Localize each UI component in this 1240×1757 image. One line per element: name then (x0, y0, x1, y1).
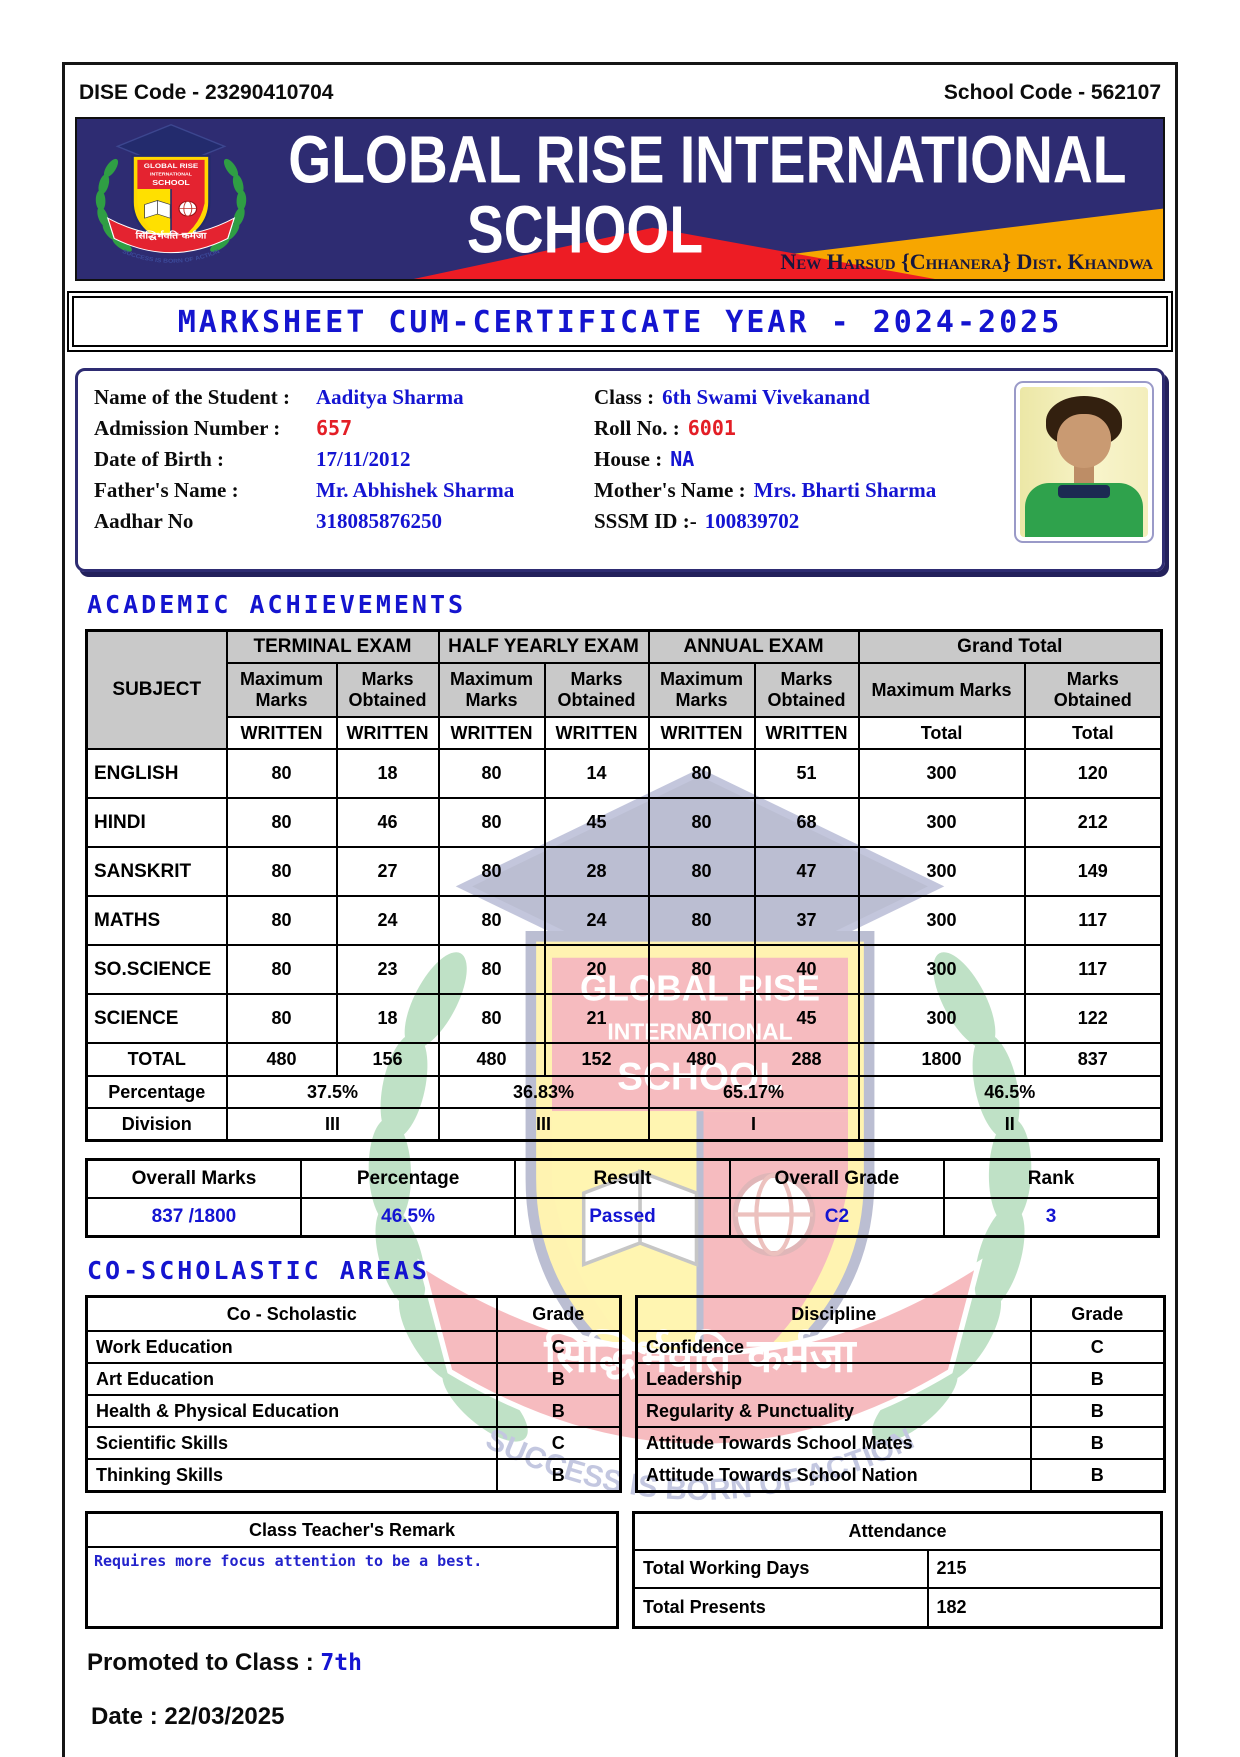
father-name-value: Mr. Abhishek Sharma (316, 478, 515, 502)
attendance-table (632, 1511, 1163, 1629)
annual-exam-header: ANNUAL EXAM (649, 631, 859, 664)
teacher-remark-table (85, 1511, 619, 1629)
overall-grade-value: C2 (730, 1198, 944, 1237)
table-row: Thinking Skills B (87, 1459, 621, 1492)
table-row: Scientific Skills C (87, 1427, 621, 1459)
table-row-percentage: Percentage 37.5% 36.83% 65.17% 46.5% (87, 1076, 1162, 1108)
table-row (634, 1588, 1162, 1627)
date-value: 22/03/2025 (164, 1703, 285, 1730)
school-code: School Code - 562107 (943, 81, 1161, 104)
promoted-line (87, 1649, 1175, 1677)
info-row (94, 416, 1148, 447)
codes-row (65, 65, 1175, 115)
attendance-header: Attendance (634, 1513, 1162, 1550)
table-row: Health & Physical Education B (87, 1395, 621, 1427)
subject-name: HINDI (87, 798, 227, 847)
mother-name-label: Mother's Name : (594, 478, 746, 502)
photo-collar (1058, 485, 1109, 499)
table-row-science: SCIENCE 80 18 80 21 80 45 300 122 (87, 994, 1162, 1043)
dob-value: 17/11/2012 (316, 447, 411, 471)
table-row-maths: MATHS 80 24 80 24 80 37 300 117 (87, 896, 1162, 945)
total-col-header: Total (1025, 717, 1162, 749)
mother-name-value: Mrs. Bharti Sharma (753, 478, 937, 502)
table-row: Art Education B (87, 1363, 621, 1395)
written-header: WRITTEN (439, 717, 545, 749)
table-row-division: Division III III I II (87, 1108, 1162, 1141)
table-row-sanskrit: SANSKRIT 80 27 80 28 80 47 300 149 (87, 847, 1162, 896)
written-header: WRITTEN (545, 717, 649, 749)
division-label: Division (87, 1108, 227, 1141)
overall-grade-header: Overall Grade (730, 1160, 944, 1199)
aadhar-value: 318085876250 (316, 509, 442, 533)
half-yearly-exam-header: HALF YEARLY EXAM (439, 631, 649, 664)
roll-no-label: Roll No. : (594, 416, 680, 440)
total-col-header: Total (859, 717, 1025, 749)
marks-obtained-header: Marks Obtained (755, 663, 859, 717)
grand-total-header: Grand Total (859, 631, 1162, 664)
marksheet-title: MARKSHEET CUM-CERTIFICATE YEAR - 2024-2025 (177, 305, 1063, 340)
student-info-box (75, 368, 1165, 572)
subject-header: SUBJECT (87, 631, 227, 750)
table-row-so-science: SO.SCIENCE 80 23 80 20 80 40 300 117 (87, 945, 1162, 994)
working-days-label: Total Working Days (634, 1550, 928, 1589)
grade-col-header: Grade (1031, 1297, 1165, 1332)
dob-label: Date of Birth : (94, 447, 225, 471)
admission-number-label: Admission Number : (94, 416, 281, 440)
roll-no-value: 6001 (687, 416, 736, 440)
certificate-frame (62, 62, 1178, 1757)
table-row-total: TOTAL 480 156 480 152 480 288 1800 837 (87, 1043, 1162, 1076)
written-header: WRITTEN (649, 717, 755, 749)
promoted-label: Promoted to Class : (87, 1649, 314, 1676)
table-row: Work Education C (87, 1331, 621, 1363)
class-label: Class : (594, 385, 655, 409)
admission-number-value: 657 (316, 416, 353, 440)
school-name-line1: GLOBAL RISE INTERNATIONAL (288, 122, 1127, 198)
result-summary-table (85, 1158, 1160, 1238)
subject-name: SANSKRIT (87, 847, 227, 896)
school-name-line2: SCHOOL (466, 192, 704, 268)
class-value: 6th Swami Vivekanand (662, 385, 870, 409)
date-label: Date : (91, 1703, 158, 1730)
discipline-col-header: Discipline (637, 1297, 1031, 1332)
marks-obtained-header: Marks Obtained (1025, 663, 1162, 717)
info-row (94, 447, 1148, 478)
date-line (91, 1703, 1175, 1731)
table-row: Regularity & Punctuality B (637, 1395, 1165, 1427)
terminal-exam-header: TERMINAL EXAM (227, 631, 439, 664)
school-logo (87, 122, 255, 275)
info-row (94, 478, 1148, 509)
house-label: House : (594, 447, 663, 471)
max-marks-header: Maximum Marks (649, 663, 755, 717)
total-label: TOTAL (87, 1043, 227, 1076)
max-marks-header: Maximum Marks (227, 663, 337, 717)
aadhar-label: Aadhar No (94, 509, 194, 533)
max-marks-header: Maximum Marks (859, 663, 1025, 717)
discipline-table (635, 1295, 1166, 1493)
table-row: Attitude Towards School Mates B (637, 1427, 1165, 1459)
co-scholastic-col-header: Co - Scholastic (87, 1297, 497, 1332)
info-row (94, 385, 1148, 416)
photo-face (1057, 414, 1111, 468)
student-name-value: Aaditya Sharma (316, 385, 464, 409)
school-address: New Harsud {Chhanera} Dist. Khandwa (780, 249, 1153, 274)
academic-table (85, 629, 1163, 1142)
promoted-value: 7th (320, 1650, 362, 1676)
table-row: Attitude Towards School Nation B (637, 1459, 1165, 1492)
co-scholastic-heading: CO-SCHOLASTIC AREAS (87, 1256, 430, 1285)
teacher-remark-text: Requires more focus attention to be a best. (87, 1547, 618, 1628)
father-name-label: Father's Name : (94, 478, 239, 502)
sssm-id-label: SSSM ID :- (594, 509, 697, 533)
rank-header: Rank (944, 1160, 1158, 1199)
result-header: Result (515, 1160, 729, 1199)
rank-value: 3 (944, 1198, 1158, 1237)
info-row (94, 509, 1148, 540)
table-row: Leadership B (637, 1363, 1165, 1395)
co-scholastic-table (85, 1295, 622, 1493)
student-photo (1014, 381, 1154, 543)
written-header: WRITTEN (755, 717, 859, 749)
marks-obtained-header: Marks Obtained (337, 663, 439, 717)
percentage-header: Percentage (301, 1160, 515, 1199)
summary-value-row (87, 1198, 1159, 1237)
academic-achievements-heading: ACADEMIC ACHIEVEMENTS (87, 590, 467, 619)
result-value: Passed (515, 1198, 729, 1237)
school-banner (75, 117, 1165, 281)
table-row (634, 1550, 1162, 1589)
subject-name: ENGLISH (87, 749, 227, 798)
overall-marks-value: 837 /1800 (87, 1198, 301, 1237)
dise-code: DISE Code - 23290410704 (79, 81, 334, 104)
subject-name: SO.SCIENCE (87, 945, 227, 994)
table-row: Confidence C (637, 1331, 1165, 1363)
subject-name: MATHS (87, 896, 227, 945)
percentage-value: 46.5% (301, 1198, 515, 1237)
co-scholastic-tables (85, 1295, 1175, 1493)
grade-col-header: Grade (497, 1297, 621, 1332)
marks-obtained-header: Marks Obtained (545, 663, 649, 717)
written-header: WRITTEN (337, 717, 439, 749)
total-presents-value: 182 (928, 1588, 1162, 1627)
table-row-hindi: HINDI 80 46 80 45 80 68 300 212 (87, 798, 1162, 847)
marksheet-title-box (67, 291, 1173, 352)
teacher-remark-header: Class Teacher's Remark (87, 1513, 618, 1548)
table-row-english: ENGLISH 80 18 80 14 80 51 300 120 (87, 749, 1162, 798)
max-marks-header: Maximum Marks (439, 663, 545, 717)
overall-marks-header: Overall Marks (87, 1160, 301, 1199)
total-presents-label: Total Presents (634, 1588, 928, 1627)
student-name-label: Name of the Student : (94, 385, 290, 409)
summary-header-row (87, 1160, 1159, 1199)
house-value: NA (670, 447, 695, 471)
working-days-value: 215 (928, 1550, 1162, 1589)
percentage-label: Percentage (87, 1076, 227, 1108)
remark-attendance-section (85, 1511, 1175, 1629)
sssm-id-value: 100839702 (704, 509, 800, 533)
written-header: WRITTEN (227, 717, 337, 749)
subject-name: SCIENCE (87, 994, 227, 1043)
